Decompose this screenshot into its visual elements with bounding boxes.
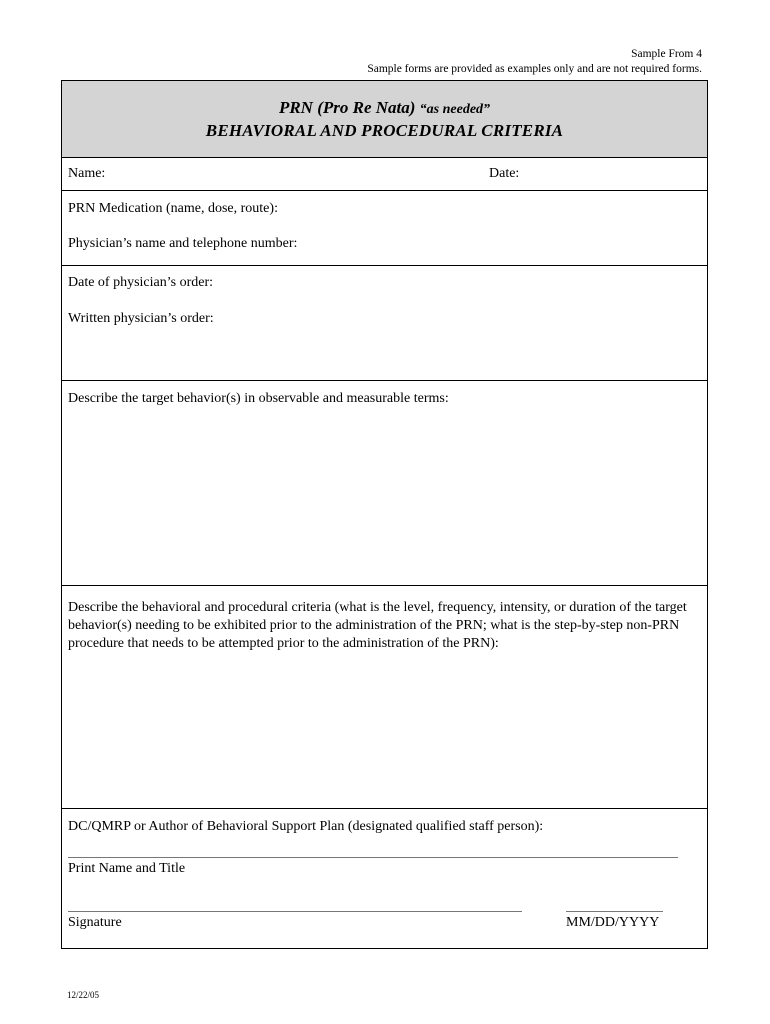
form-title-band	[62, 81, 707, 158]
print-name-label: Print Name and Title	[68, 861, 186, 876]
revision-date: 12/22/05	[67, 990, 100, 1000]
prn-criteria-form	[61, 80, 708, 949]
sample-form-number: Sample From 4	[631, 48, 702, 60]
medication-row	[62, 191, 707, 266]
signoff-date-line[interactable]	[566, 911, 663, 912]
sample-disclaimer: Sample forms are provided as examples only and are not required forms.	[367, 63, 702, 75]
author-label: DC/QMRP or Author of Behavioral Support Plan (designated qualified staff person):	[68, 819, 544, 834]
form-title-line2: BEHAVIORAL AND PROCEDURAL CRITERIA	[205, 121, 564, 140]
name-label: Name:	[68, 166, 106, 181]
signoff-row	[62, 809, 707, 948]
print-name-line[interactable]	[68, 857, 678, 858]
name-date-row	[62, 157, 707, 191]
date-label: Date:	[489, 166, 520, 181]
signature-line[interactable]	[68, 911, 522, 912]
physician-order-row	[62, 266, 707, 381]
criteria-label: Describe the behavioral and procedural criteria (what is the level, frequency, intensity, or duration of the target behavior(s) needing to be exhibited prior to the administration of the PRN; what is the step-by-step non-PRN procedure that needs to be attempted prior to the administration of the PRN):	[68, 600, 687, 651]
target-behavior-label: Describe the target behavior(s) in observable and measurable terms:	[68, 391, 449, 406]
order-date-label: Date of physician’s order:	[68, 275, 214, 290]
prn-medication-label: PRN Medication (name, dose, route):	[68, 201, 278, 216]
form-title-main: PRN (Pro Re Nata)	[278, 98, 416, 117]
written-order-label: Written physician’s order:	[68, 311, 214, 326]
criteria-row	[62, 586, 707, 809]
date-format-label: MM/DD/YYYY	[566, 915, 660, 930]
form-title-line1	[62, 98, 707, 118]
physician-name-label: Physician’s name and telephone number:	[68, 236, 298, 251]
signature-label: Signature	[68, 915, 122, 930]
form-title-as-needed: “as needed”	[419, 102, 491, 117]
target-behavior-row	[62, 381, 707, 586]
